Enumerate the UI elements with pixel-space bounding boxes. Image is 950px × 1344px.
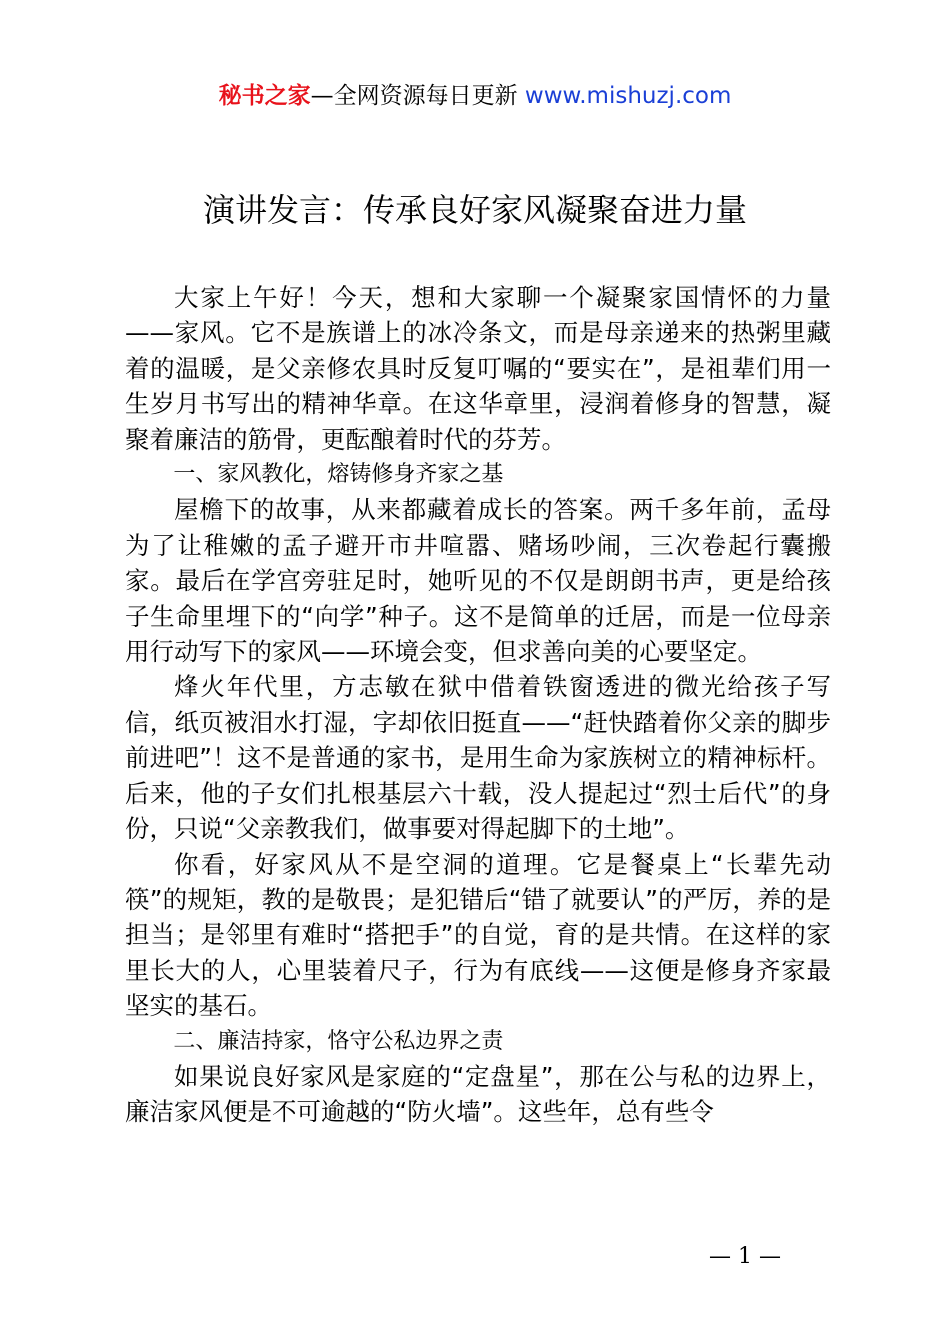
page-number: — 1 — xyxy=(709,1244,781,1269)
paragraph-good-family-style: 你看，好家风从不是空洞的道理。它是餐桌上“长辈先动筷”的规矩，教的是敬畏；是犯错后“错了就要认”的严厉，养的是担当；是邻里有难时“搭把手”的自觉，育的是共情。在这样的家里长大的人，心里装着尺子，行为有底线——这便是修身齐家最坚实的基石。 xyxy=(125,849,831,1021)
section-heading-1: 一、家风教化，熔铸修身齐家之基 xyxy=(173,462,504,488)
document-body xyxy=(125,280,831,1130)
paragraph-mencius: 屋檐下的故事，从来都藏着成长的答案。两千多年前，孟母为了让稚嫩的孟子避开市井喧嚣、赌场吵闹，三次卷起行囊搬家。最后在学宫旁驻足时，她听见的不仅是朗朗书声，更是给孩子生命里埋下的“向学”种子。这不是简单的迁居，而是一位母亲用行动写下的家风——环境会变，但求善向美的心要坚定。 xyxy=(125,495,831,667)
document-title: 演讲发言：传承良好家风凝聚奋进力量 xyxy=(202,191,747,229)
paragraph-integrity: 如果说良好家风是家庭的“定盘星”，那在公与私的边界上，廉洁家风便是不可逾越的“防火墙”。这些年，总有些令 xyxy=(125,1061,831,1127)
site-tagline: —全网资源每日更新 xyxy=(310,83,518,109)
section-heading-2: 二、廉洁持家，恪守公私边界之责 xyxy=(173,1028,504,1054)
site-brand: 秘书之家 xyxy=(218,83,311,109)
site-header xyxy=(0,80,950,112)
site-url-link[interactable]: www.mishuzj.com xyxy=(524,83,732,109)
paragraph-intro: 大家上午好！今天，想和大家聊一个凝聚家国情怀的力量——家风。它不是族谱上的冰冷条文，而是母亲递来的热粥里藏着的温暖，是父亲修农具时反复叮嘱的“要实在”，是祖辈们用一生岁月书写出的精神华章。在这华章里，浸润着修身的智慧，凝聚着廉洁的筋骨，更酝酿着时代的芬芳。 xyxy=(125,283,831,454)
paragraph-fang-zhimin: 烽火年代里，方志敏在狱中借着铁窗透进的微光给孩子写信，纸页被泪水打湿，字却依旧挺直——“赶快踏着你父亲的脚步前进吧”！这不是普通的家书，是用生命为家族树立的精神标杆。后来，他的子女们扎根基层六十载，没人提起过“烈士后代”的身份，只说“父亲教我们，做事要对得起脚下的土地”。 xyxy=(125,672,831,844)
